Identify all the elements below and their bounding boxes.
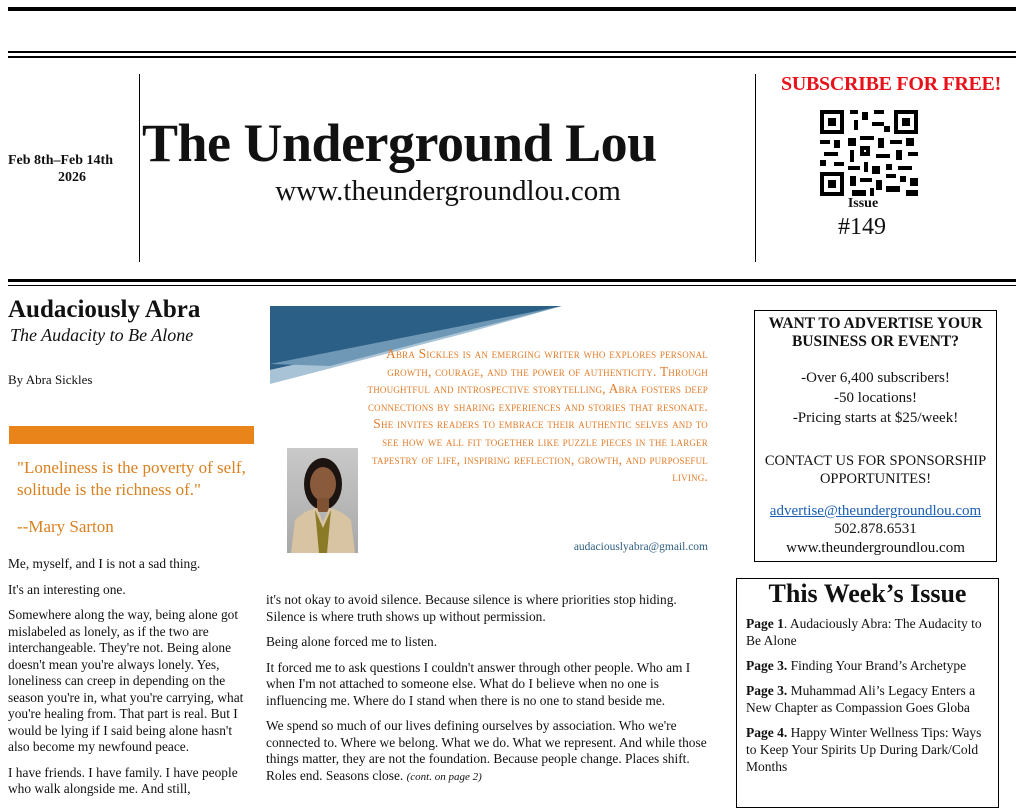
issue-date-line2: 2026 [58, 170, 86, 185]
toc-page: Page 4. [746, 725, 788, 740]
toc-page: Page 3. [746, 658, 788, 673]
advertise-phone: 502.878.6531 [834, 521, 917, 537]
pull-quote: "Loneliness is the poverty of self, solitude is the richness of." [17, 458, 246, 499]
toc-page: Page 1 [746, 616, 784, 631]
author-email[interactable]: audaciouslyabra@gmail.com [573, 541, 708, 553]
qr-code-icon[interactable] [820, 110, 918, 196]
masthead-rule-top [8, 51, 1016, 53]
article-column-2 [266, 592, 716, 794]
toc-sep: . [783, 616, 788, 631]
masthead-divider-left [139, 74, 140, 262]
issue-date [8, 152, 138, 186]
paragraph [266, 718, 716, 785]
issue-date-line1: Feb 8th–Feb 14th [8, 153, 113, 168]
pull-quote-author: --Mary Sarton [17, 517, 114, 536]
paragraph: It's an interesting one. [8, 581, 126, 597]
masthead-rule-top-2 [8, 56, 1016, 58]
top-rule [8, 7, 1016, 11]
issue-label: Issue [847, 196, 879, 211]
toc-item[interactable] [746, 682, 991, 716]
table-of-contents [736, 578, 999, 808]
article-column-1 [8, 556, 254, 807]
advertise-stat: -Pricing starts at $25/week! [792, 410, 959, 426]
author-bio: Abra Sickles is an emerging writer who explores personal growth, courage, and the power of authenticity. Through thoughtful and introspective storytelling, Abra fosters deep connections by sharing experiences and stories that resonate. She invites readers to embrace their authentic selves and to see how we all fit together like puzzle pieces in the larger tapestry of life, inspiring reflection, growth, and purposeful living. [367, 346, 708, 485]
toc-text: Finding Your Brand’s Archetype [787, 658, 967, 673]
paragraph: I have friends. I have family. I have people who walk alongside me. And still, [8, 764, 238, 796]
toc-item[interactable] [746, 724, 991, 775]
paragraph-text: We spend so much of our lives defining ourselves by association. Who we're connected to. Where we belong. What we do. What we represent. And while those things matter, they are not the foundation. Because people change. Places shift. Roles end. Seasons close. [266, 718, 707, 783]
column-title: Audaciously Abra [8, 296, 201, 323]
paragraph: Me, myself, and I is not a sad thing. [8, 556, 201, 571]
toc-page: Page 3. [746, 683, 788, 698]
newspaper-url[interactable]: www.theundergroundlou.com [275, 175, 621, 207]
advertise-stat: -Over 6,400 subscribers! [801, 370, 950, 386]
paragraph: Being alone forced me to listen. [266, 634, 438, 649]
toc-text: Muhammad Ali’s Legacy Enters a New Chapter as Compassion Goes Globa [746, 683, 976, 715]
toc-item[interactable] [746, 615, 991, 649]
advertise-heading: WANT TO ADVERTISE YOUR BUSINESS OR EVENT? [768, 315, 983, 350]
paragraph: it's not okay to avoid silence. Because silence is where priorities stop hiding. Silence is where truth shows up without permission. [266, 592, 677, 624]
toc-text: Happy Winter Wellness Tips: Ways to Keep Your Spirits Up During Dark/Cold Months [746, 725, 982, 774]
toc-text: Audaciously Abra: The Audacity to Be Alone [746, 616, 982, 648]
masthead-rule-bottom-2 [8, 285, 1016, 286]
accent-bar [9, 426, 254, 444]
toc-item[interactable] [746, 657, 991, 674]
byline: By Abra Sickles [8, 372, 93, 387]
advertise-contact: CONTACT US FOR SPONSORSHIP OPPORTUNITES! [764, 453, 987, 487]
toc-list [746, 615, 991, 783]
continued-note[interactable]: (cont. on page 2) [406, 770, 482, 783]
advertise-stats [755, 368, 996, 428]
subscribe-heading: SUBSCRIBE FOR FREE! [781, 73, 1001, 95]
author-photo [287, 448, 358, 553]
advertise-email-link[interactable]: advertise@theundergroundlou.com [769, 503, 982, 519]
advertise-stat: -50 locations! [834, 390, 917, 406]
masthead-divider-right [755, 74, 756, 262]
advertise-website[interactable]: www.theundergroundlou.com [786, 540, 965, 556]
paragraph: Somewhere along the way, being alone got mislabeled as lonely, as if the two are interchangeable. They're not. Being alone doesn't mean you're always lonely. Yes, loneliness can creep in depending on the season you're in, what you're carrying, what you're healing from. That part is real. But I would be lying if I said being alone hasn't also become my newfound peace. [8, 607, 244, 754]
masthead-rule-bottom [8, 279, 1016, 282]
issue-number: #149 [838, 214, 886, 240]
column-subtitle: The Audacity to Be Alone [10, 325, 194, 345]
advertise-box [754, 310, 997, 562]
newspaper-title: The Underground Lou [142, 113, 657, 173]
toc-title: This Week’s Issue [768, 579, 967, 608]
paragraph: It forced me to ask questions I couldn't answer through other people. Who am I when I'm not attached to someone else. What do I believe when no one is influencing me. Where do I stand when there is no one to stand beside me. [266, 659, 691, 708]
